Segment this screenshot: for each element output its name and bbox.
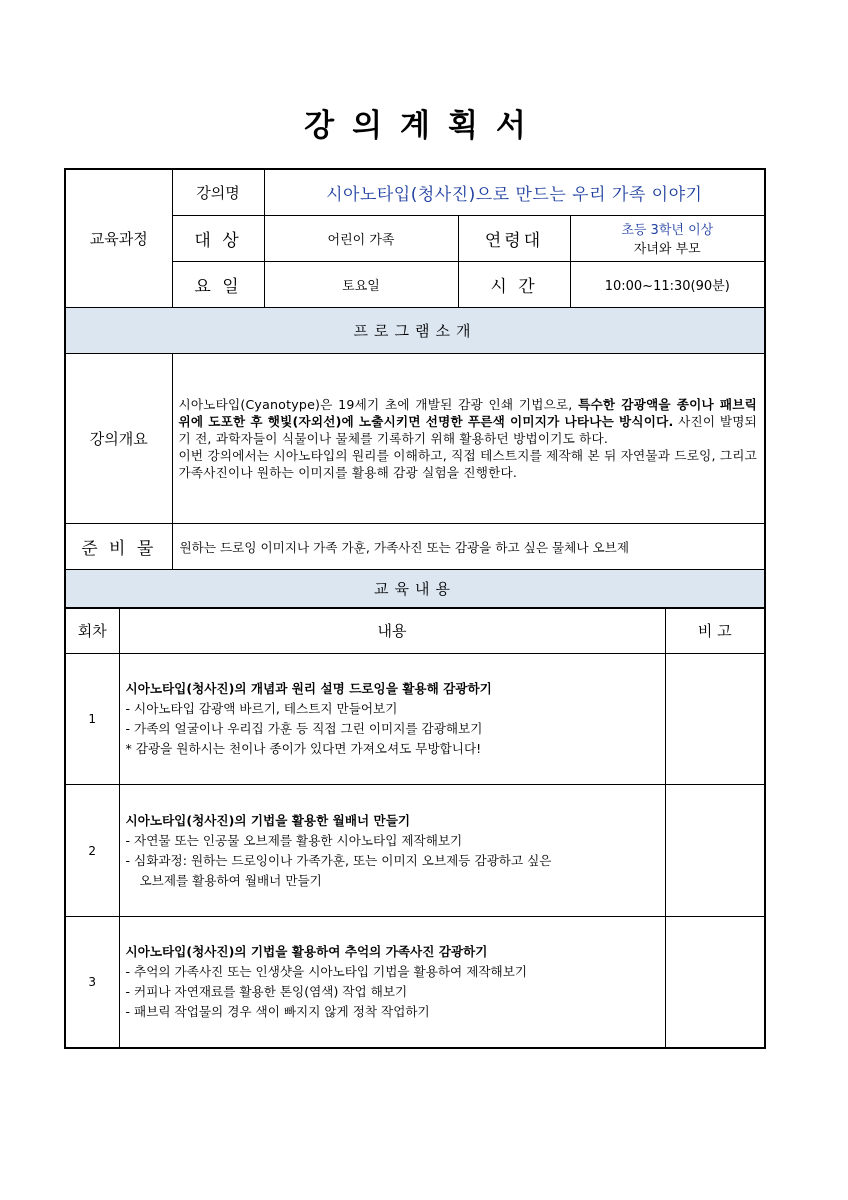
course-section-label: 교육과정 (65, 169, 172, 307)
session-item: - 패브릭 작업물의 경우 색이 빠지지 않게 정착 작업하기 (125, 1003, 430, 1019)
note-header: 비 고 (665, 608, 765, 654)
content-header: 내용 (119, 608, 665, 654)
session-content (119, 654, 665, 785)
session-note (665, 654, 765, 785)
session-number: 2 (65, 785, 119, 917)
document-title: 강의계획서 (304, 108, 544, 144)
session-item: * 감광을 원하시는 천이나 종이가 있다면 가져오셔도 무방합니다! (125, 741, 482, 756)
session-number: 1 (65, 654, 119, 785)
session-title: 시아노타입(청사진)의 개념과 원리 설명 드로잉을 활용해 감광하기 (125, 681, 492, 696)
time-value: 10:00~11:30(90분) (570, 261, 765, 307)
session-row (65, 654, 765, 785)
session-item: - 심화과정: 원하는 드로잉이나 가족가훈, 또는 이미지 오브제등 감광하고 싶은 (125, 852, 552, 868)
target-label: 대 상 (172, 215, 264, 261)
session-item: - 시아노타입 감광액 바르기, 테스트지 만들어보기 (125, 701, 398, 716)
preparation-text: 원하는 드로잉 이미지나 가족 가훈, 가족사진 또는 감광을 하고 싶은 물체나 오브제 (172, 523, 765, 569)
overview-paragraph-2: 이번 강의에서는 시아노타입의 원리를 이해하고, 직접 테스트지를 제작해 본 뒤 자연물과 드로잉, 그리고 가족사진이나 원하는 이미지를 활용해 감광 실험을 진행한다. (178, 447, 758, 480)
overview-text (172, 353, 765, 523)
course-name: 시아노타입(청사진)으로 만드는 우리 가족 이야기 (264, 169, 765, 215)
session-item: - 커피나 자연재료를 활용한 톤잉(염색) 작업 해보기 (125, 983, 408, 999)
session-note (665, 917, 765, 1048)
session-header: 회차 (65, 608, 119, 654)
session-content (119, 917, 665, 1048)
session-item: - 추억의 가족사진 또는 인생샷을 시아노타입 기법을 활용하여 제작해보기 (125, 963, 528, 979)
session-note (665, 785, 765, 917)
schedule-table (64, 607, 766, 1049)
course-name-label: 강의명 (172, 169, 264, 215)
time-label: 시 간 (458, 261, 570, 307)
age-label: 연령대 (458, 215, 570, 261)
day-label: 요 일 (172, 261, 264, 307)
session-title: 시아노타입(청사진)의 기법을 활용한 월배너 만들기 (125, 812, 411, 828)
session-content (119, 785, 665, 917)
session-row (65, 917, 765, 1048)
day-value: 토요일 (264, 261, 458, 307)
education-header: 교육내용 (65, 569, 765, 608)
overview-paragraph-1 (179, 396, 758, 447)
session-row (65, 785, 765, 917)
overview-text-part: 사진이 발명되기 전, 과학자들이 식물이나 물체를 기록하기 위해 활용하던 방법이기도 하다. (178, 413, 758, 446)
overview-text-part: 시아노타입(Cyanotype)은 19세기 초에 개발된 감광 인쇄 기법으로, (178, 396, 579, 412)
overview-bold-text: 특수한 감광액을 종이나 패브릭 위에 도포한 후 햇빛(자외선)에 노출시키면 선명한 푸른색 이미지가 나타나는 방식이다. (178, 396, 757, 429)
age-line2: 자녀와 부모 (633, 242, 701, 257)
session-item: - 자연물 또는 인공물 오브제를 활용한 시아노타입 제작해보기 (125, 832, 463, 848)
course-info-table (64, 168, 766, 609)
session-item: - 가족의 얼굴이나 우리집 가훈 등 직접 그린 이미지를 감광해보기 (125, 721, 483, 736)
preparation-label: 준 비 물 (65, 523, 172, 569)
overview-label: 강의개요 (65, 353, 172, 523)
session-number: 3 (65, 917, 119, 1048)
program-header: 프로그램소개 (65, 307, 765, 353)
age-value (570, 215, 765, 261)
age-line1: 초등 3학년 이상 (621, 223, 714, 238)
target-value: 어린이 가족 (264, 215, 458, 261)
session-item: 오브제를 활용하여 월배너 만들기 (139, 872, 322, 888)
session-title: 시아노타입(청사진)의 기법을 활용하여 추억의 가족사진 감광하기 (125, 943, 488, 959)
